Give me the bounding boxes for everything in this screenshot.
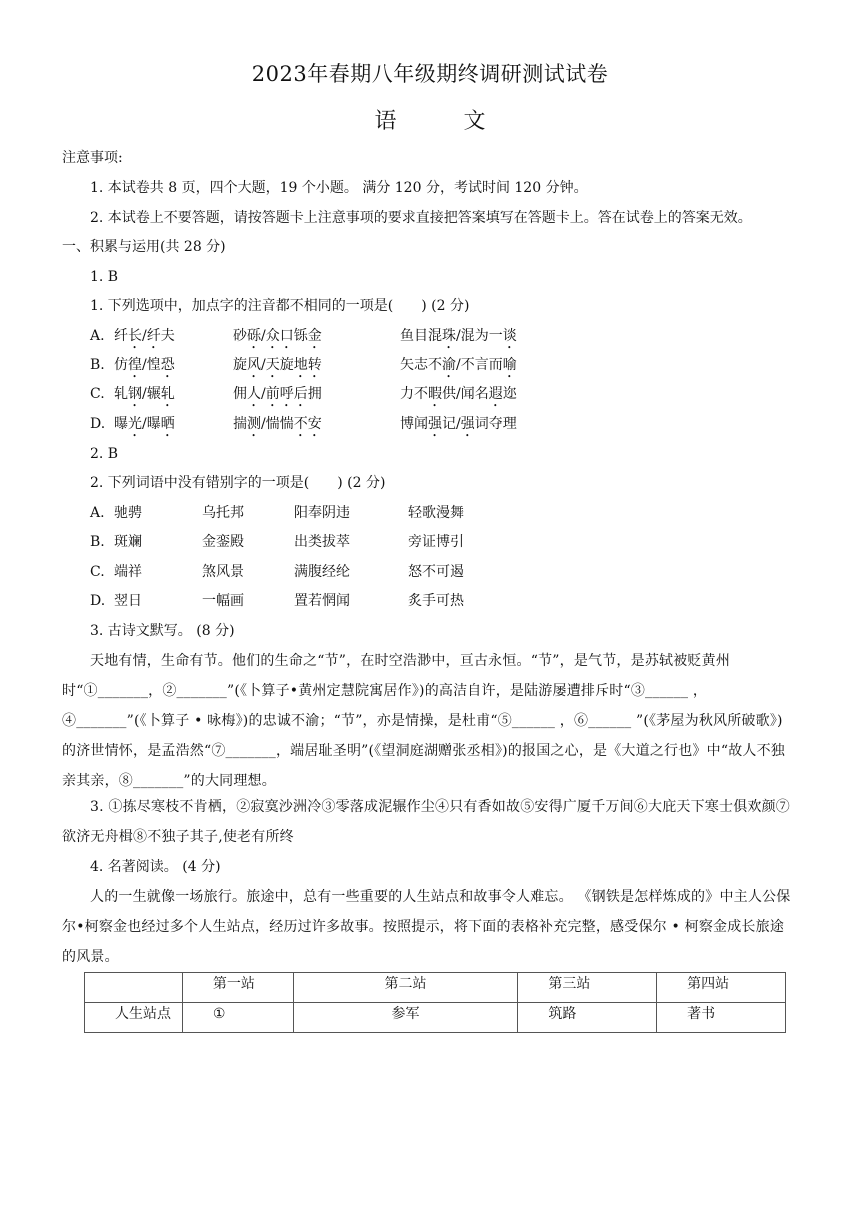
q1-option-text: 博闻强记/强词夺理	[400, 416, 517, 432]
table-header-cell: 第一站	[182, 973, 293, 1003]
q1-option-text: 仿徨/惶恐	[114, 357, 175, 373]
q2-option-word: 阳奉阴违	[294, 505, 350, 521]
notice-heading: 注意事项:	[62, 150, 123, 166]
q2-answer: 2. B	[90, 446, 119, 462]
q1-option-text: 砂砾/众口铄金	[233, 328, 322, 344]
q2-option-word: 怒不可遏	[408, 564, 464, 580]
table-header-cell: 第二站	[293, 973, 518, 1003]
q1-option-label: B.	[90, 357, 105, 373]
exam-title: 2023年春期八年级期终调研测试试卷	[251, 62, 609, 86]
q2-option-word: 煞风景	[202, 564, 244, 580]
q2-option-word: 炙手可热	[408, 593, 464, 609]
table-cell: 参军	[293, 1003, 518, 1033]
q1-option-label: A.	[90, 328, 105, 344]
notice-item-2: 2. 本试卷上不要答题，请按答题卡上注意事项的要求直接把答案填写在答题卡上。答在试卷上的答案无效。	[90, 210, 752, 226]
q2-option-word: 一幅画	[202, 593, 244, 609]
table-header-cell	[85, 973, 183, 1003]
q2-option-word: 驰骋	[114, 505, 142, 521]
q2-option-word: 翌日	[114, 593, 142, 609]
q2-option-label: D.	[90, 593, 106, 609]
q4-stem: 4. 名著阅读。 (4 分)	[90, 859, 221, 875]
q2-option-label: C.	[90, 564, 105, 580]
q2-stem: 2. 下列词语中没有错别字的一项是( ) (2 分)	[90, 475, 386, 491]
q1-stem: 1. 下列选项中，加点字的注音都不相同的一项是( ) (2 分)	[90, 298, 470, 314]
q1-option-text: 力不暇供/闻名遐迩	[400, 386, 517, 402]
q4-passage: 人的一生就像一场旅行。旅途中，总有一些重要的人生站点和故事令人难忘。 《钢铁是怎样炼成的》中主人公保尔•柯察金也经过多个人生站点，经历过许多故事。按照提示，将下面的表格补充完整，感受保尔 • 柯察金成长旅途的风景。	[62, 889, 791, 965]
q1-option-label: C.	[90, 386, 105, 402]
q2-option-word: 旁证博引	[408, 534, 464, 550]
table-header-row	[85, 973, 786, 1003]
q2-option-word: 斑斓	[114, 534, 142, 550]
table-header-cell: 第三站	[518, 973, 657, 1003]
q2-option-word: 满腹经纶	[294, 564, 350, 580]
q1-option-text: 轧钢/辗轧	[114, 386, 175, 402]
q2-option-word: 端祥	[114, 564, 142, 580]
q1-answer: 1. B	[90, 269, 119, 285]
q1-option-text: 佣人/前呼后拥	[233, 386, 322, 402]
q2-option-label: B.	[90, 534, 105, 550]
stations-table	[84, 972, 786, 1033]
q1-option-label: D.	[90, 416, 106, 432]
table-header-cell: 第四站	[657, 973, 786, 1003]
q1-option-text: 旋风/天旋地转	[233, 357, 322, 373]
q2-option-word: 乌托邦	[202, 505, 244, 521]
q3-passage: 天地有情，生命有节。他们的生命之“节”，在时空浩渺中，亘古永恒。“节”，是气节，是苏轼被贬黄州时“①_______，②_______”(《卜算子•黄州定慧院寓居作》)的高洁自许，是陆游屡遭排斥时“③______ ，④_______”(《卜算子 • 咏梅》)的忠诚不渝；“节”，亦是情操，是杜甫“⑤______ ，⑥______ ”(《茅屋为秋风所破歌》)的济世情怀，是孟浩然“⑦_______，端居耻圣明”(《望洞庭湖赠张丞相》)的报国之心，是《大道之行也》中“故人不独亲其亲，⑧_______”的大同理想。	[62, 653, 785, 789]
q2-option-word: 轻歌漫舞	[408, 505, 464, 521]
q2-option-label: A.	[90, 505, 105, 521]
section-heading: 一、积累与运用(共 28 分)	[62, 239, 226, 255]
table-cell: 人生站点	[85, 1003, 183, 1033]
q3-stem: 3. 古诗文默写。 (8 分)	[90, 623, 235, 639]
q3-answer: 3. ①拣尽寒枝不肯栖，②寂寞沙洲冷③零落成泥辗作尘④只有香如故⑤安得广厦千万间⑥大庇天下寒士俱欢颜⑦欲济无舟楫⑧不独子其子,使老有所终	[62, 799, 791, 845]
subject-title: 语 文	[374, 109, 516, 134]
notice-item-1: 1. 本试卷共 8 页，四个大题，19 个小题。 满分 120 分，考试时间 120 分钟。	[90, 180, 588, 196]
q2-option-word: 置若惘闻	[294, 593, 350, 609]
table-row	[85, 1003, 786, 1033]
q1-option-text: 鱼目混珠/混为一谈	[400, 328, 517, 344]
q1-option-text: 矢志不渝/不言而喻	[400, 357, 517, 373]
q1-option-text: 揣测/惴惴不安	[233, 416, 322, 432]
q2-option-word: 出类拔萃	[294, 534, 350, 550]
table-cell: 筑路	[518, 1003, 657, 1033]
q1-option-text: 曝光/曝晒	[114, 416, 175, 432]
q1-option-text: 纤长/纤夫	[114, 328, 175, 344]
table-cell: ①	[182, 1003, 293, 1033]
table-cell: 著书	[657, 1003, 786, 1033]
q2-option-word: 金銮殿	[202, 534, 244, 550]
